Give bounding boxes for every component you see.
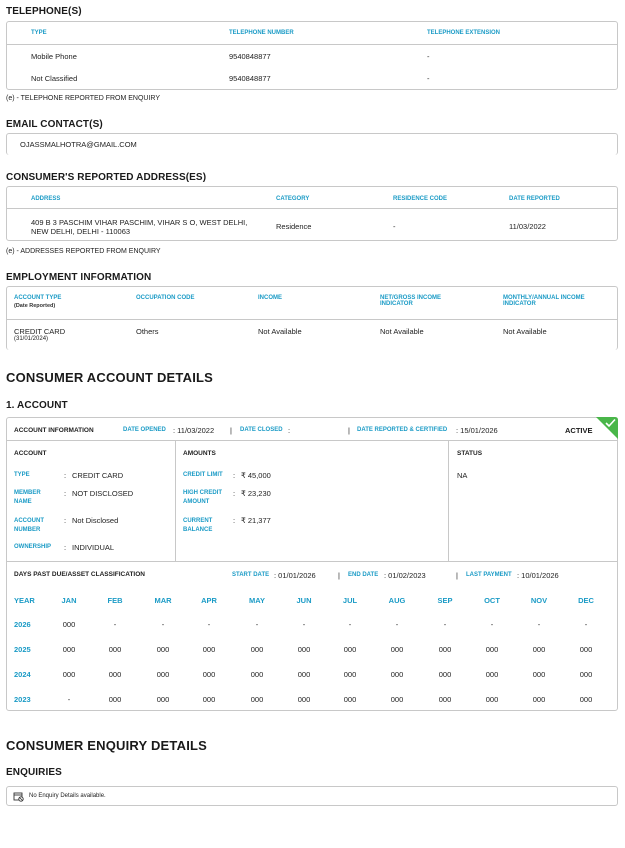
address-date-reported: 11/03/2022 (509, 222, 546, 231)
separator: | (348, 426, 350, 435)
account-card (6, 417, 618, 711)
telephone-number: 9540848877 (229, 74, 271, 83)
dpd-cell: 000 (438, 695, 452, 704)
high-credit-value: ₹ 23,230 (241, 489, 271, 498)
dpd-cell: 000 (202, 670, 216, 679)
divider (175, 440, 176, 561)
dpd-cell: 000 (108, 645, 122, 654)
employment-header-income: INCOME (258, 295, 282, 301)
employment-date-reported: (31/01/2024) (14, 336, 49, 342)
address-note: (e) - ADDRESSES REPORTED FROM ENQUIRY (6, 248, 161, 255)
dpd-cell: 000 (297, 695, 311, 704)
address-header-date: DATE REPORTED (509, 196, 560, 202)
end-date-label: END DATE (348, 572, 379, 578)
start-date-value: : 01/01/2026 (274, 571, 316, 580)
dpd-cell: 000 (156, 645, 170, 654)
telephone-type: Not Classified (31, 74, 78, 83)
current-balance-value: ₹ 21,377 (241, 516, 271, 525)
dpd-cell: - (113, 620, 117, 629)
email-title: EMAIL CONTACT(S) (6, 119, 103, 130)
member-name-label: NAME (14, 499, 32, 505)
dpd-cell: 000 (438, 670, 452, 679)
dpd-cell: 000 (532, 695, 546, 704)
date-reported-value: : 15/01/2026 (456, 426, 498, 435)
enquiries-subtitle: ENQUIRIES (6, 767, 62, 778)
address-category: Residence (276, 222, 312, 231)
account-column-title: ACCOUNT (14, 450, 47, 457)
account-information-label: ACCOUNT INFORMATION (14, 427, 94, 434)
divider (7, 319, 617, 320)
account-details-title: CONSUMER ACCOUNT DETAILS (6, 370, 214, 385)
dpd-cell: 000 (532, 670, 546, 679)
dpd-cell: - (395, 620, 399, 629)
dpd-cell: 000 (485, 695, 499, 704)
colon: : (233, 516, 236, 525)
address-header-category: CATEGORY (276, 196, 310, 202)
month-header: JUL (342, 596, 358, 605)
dpd-cell: - (255, 620, 259, 629)
divider (7, 440, 617, 441)
colon: : (233, 489, 236, 498)
dpd-cell: 000 (156, 695, 170, 704)
telephone-number: 9540848877 (229, 52, 271, 61)
date-reported-label: DATE REPORTED & CERTIFIED (357, 427, 448, 433)
dpd-cell: 000 (250, 670, 264, 679)
dpd-cell: - (67, 695, 71, 704)
telephones-header-extension: TELEPHONE EXTENSION (427, 30, 501, 36)
dpd-cell: 000 (202, 695, 216, 704)
dpd-cell: 000 (579, 695, 593, 704)
telephones-title: TELEPHONE(S) (6, 6, 82, 17)
amounts-column-title: AMOUNTS (183, 450, 216, 457)
ownership-label: OWNERSHIP (14, 544, 52, 550)
telephone-type: Mobile Phone (31, 52, 77, 61)
month-header: JUN (296, 596, 312, 605)
dpd-cell: 000 (390, 670, 404, 679)
employment-header-occupation: OCCUPATION CODE (136, 295, 195, 301)
dpd-cell: 000 (202, 645, 216, 654)
colon: : (233, 471, 236, 480)
credit-limit-value: ₹ 45,000 (241, 471, 271, 480)
date-opened-value: : 11/03/2022 (173, 426, 215, 435)
address-title: CONSUMER'S REPORTED ADDRESS(ES) (6, 172, 207, 183)
telephones-header-number: TELEPHONE NUMBER (229, 30, 294, 36)
year-label: 2025 (14, 645, 31, 654)
employment-net-gross: Not Available (380, 327, 424, 336)
current-balance-label: CURRENT (183, 518, 213, 524)
telephone-extension: - (427, 74, 430, 83)
month-header: NOV (530, 596, 548, 605)
dpd-cell: 000 (297, 670, 311, 679)
start-date-label: START DATE (232, 572, 270, 578)
address-header-code: RESIDENCE CODE (393, 196, 448, 202)
colon: : (64, 471, 67, 480)
dpd-cell: 000 (390, 695, 404, 704)
month-header: JAN (61, 596, 77, 605)
dpd-cell: 000 (438, 645, 452, 654)
year-label: 2024 (14, 670, 31, 679)
last-payment-label: LAST PAYMENT (466, 572, 512, 578)
end-date-value: : 01/02/2023 (384, 571, 426, 580)
dpd-label: DAYS PAST DUE/ASSET CLASSIFICATION (14, 571, 145, 578)
employment-header-date-reported: (Date Reported) (14, 303, 56, 309)
telephone-extension: - (427, 52, 430, 61)
dpd-cell: 000 (485, 670, 499, 679)
year-header: YEAR (14, 596, 35, 605)
employment-account-type: CREDIT CARD (14, 327, 66, 336)
date-closed-value: : (288, 426, 291, 435)
dpd-cell: 000 (108, 695, 122, 704)
employment-header-monthly-annual: MONTHLY/ANNUAL INCOME (503, 295, 585, 301)
no-data-icon (13, 791, 24, 802)
month-header: FEB (107, 596, 123, 605)
month-header: DEC (578, 596, 594, 605)
dpd-cell: 000 (297, 645, 311, 654)
address-line-1: 409 B 3 PASCHIM VIHAR PASCHIM, VIHAR S O, WEST DELHI, (31, 218, 248, 227)
date-closed-label: DATE CLOSED (240, 427, 283, 433)
status-value: NA (457, 471, 468, 480)
last-payment-value: : 10/01/2026 (517, 571, 559, 580)
type-label: TYPE (14, 472, 30, 478)
month-header: OCT (484, 596, 500, 605)
dpd-cell: 000 (579, 670, 593, 679)
status-badge: ACTIVE (565, 426, 593, 435)
dpd-cell: 000 (250, 645, 264, 654)
date-opened-label: DATE OPENED (123, 427, 166, 433)
telephones-header-type: TYPE (31, 30, 47, 36)
dpd-cell: 000 (156, 670, 170, 679)
dpd-cell: - (584, 620, 588, 629)
dpd-cell: 000 (250, 695, 264, 704)
employment-monthly-annual: Not Available (503, 327, 547, 336)
member-name-value: NOT DISCLOSED (72, 489, 134, 498)
ownership-value: INDIVIDUAL (72, 543, 115, 552)
dpd-cell: 000 (532, 645, 546, 654)
colon: : (64, 543, 67, 552)
high-credit-label: AMOUNT (183, 499, 210, 505)
employment-title: EMPLOYMENT INFORMATION (6, 272, 152, 283)
email-value: OJASSMALHOTRA@GMAIL.COM (20, 140, 137, 149)
dpd-cell: 000 (390, 645, 404, 654)
dpd-cell: 000 (343, 645, 357, 654)
separator: | (230, 426, 232, 435)
address-line-2: NEW DELHI, DELHI - 110063 (31, 227, 131, 236)
month-header: MAR (154, 596, 172, 605)
dpd-cell: - (348, 620, 352, 629)
dpd-cell: 000 (579, 645, 593, 654)
checkmark-icon (596, 417, 618, 439)
employment-header-indicator: INDICATOR (503, 301, 536, 307)
dpd-cell: - (490, 620, 494, 629)
separator: | (456, 571, 458, 580)
month-header: AUG (388, 596, 406, 605)
dpd-cell: 000 (62, 620, 76, 629)
year-label: 2023 (14, 695, 31, 704)
account-number-value: Not Disclosed (72, 516, 119, 525)
telephones-note: (e) - TELEPHONE REPORTED FROM ENQUIRY (6, 95, 161, 102)
dpd-cell: - (537, 620, 541, 629)
dpd-cell: 000 (343, 670, 357, 679)
year-label: 2026 (14, 620, 31, 629)
divider (7, 208, 617, 209)
no-enquiry-text: No Enquiry Details available. (29, 793, 106, 799)
member-name-label: MEMBER (14, 490, 41, 496)
status-column-title: STATUS (457, 450, 483, 457)
employment-header-indicator: INDICATOR (380, 301, 413, 307)
address-residence-code: - (393, 222, 396, 231)
type-value: CREDIT CARD (72, 471, 124, 480)
month-header: MAY (249, 596, 265, 605)
separator: | (338, 571, 340, 580)
divider (448, 440, 449, 561)
dpd-cell: - (161, 620, 165, 629)
colon: : (64, 489, 67, 498)
colon: : (64, 516, 67, 525)
current-balance-label: BALANCE (183, 527, 213, 533)
employment-header-net-gross: NET/GROSS INCOME (380, 295, 442, 301)
enquiry-title: CONSUMER ENQUIRY DETAILS (6, 738, 208, 753)
dpd-cell: - (443, 620, 447, 629)
address-header: ADDRESS (31, 196, 61, 202)
dpd-cell: - (207, 620, 211, 629)
divider (7, 44, 617, 45)
account-number-label: NUMBER (14, 527, 41, 533)
high-credit-label: HIGH CREDIT (183, 490, 222, 496)
dpd-cell: 000 (62, 645, 76, 654)
dpd-cell: - (302, 620, 306, 629)
dpd-cell: 000 (108, 670, 122, 679)
employment-header-account-type: ACCOUNT TYPE (14, 295, 62, 301)
account-number-label: ACCOUNT (14, 518, 44, 524)
dpd-cell: 000 (343, 695, 357, 704)
dpd-cell: 000 (62, 670, 76, 679)
telephones-table (6, 21, 618, 90)
credit-limit-label: CREDIT LIMIT (183, 472, 223, 478)
divider (7, 561, 617, 562)
employment-occupation: Others (136, 327, 159, 336)
month-header: APR (201, 596, 217, 605)
employment-income: Not Available (258, 327, 302, 336)
dpd-cell: 000 (485, 645, 499, 654)
month-header: SEP (437, 596, 453, 605)
account-title: 1. ACCOUNT (6, 400, 68, 411)
